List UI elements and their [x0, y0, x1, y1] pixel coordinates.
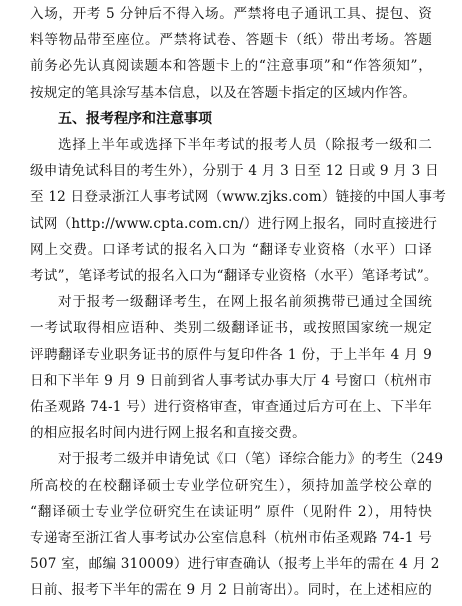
paragraph-line: 前务必先认真阅读题本和答题卡上的“注意事项”和“作答须知”，	[30, 58, 432, 75]
paragraph-line: 日前、报考下半年的需在 9 月 2 日前寄出）。同时，在上述相应的	[30, 582, 432, 599]
paragraph-line: 料等物品带至座位。严禁将试卷、答题卡（纸）带出考场。答题	[30, 32, 432, 49]
paragraph-line: 的相应报名时间内进行网上报名和直接交费。	[30, 425, 306, 442]
paragraph-line: 网上交费。口译考试的报名入口为 “翻译专业资格（水平）口译	[30, 241, 432, 258]
paragraph-line: 佑圣观路 74-1 号）进行资格审查，审查通过后方可在上、下半年	[30, 399, 432, 415]
paragraph-line: 一考试取得相应语种、类别二级翻译证书，或按照国家统一规定	[30, 320, 432, 337]
paragraph-line: 所高校的在校翻译硕士专业学位研究生），须持加盖学校公章的	[30, 477, 432, 494]
paragraph-line: 按规定的笔具涂写基本信息，以及在答题卡指定的区域内作答。	[30, 84, 417, 101]
paragraph-line: 对于报考一级翻译考生，在网上报名前须携带已通过全国统	[58, 294, 432, 311]
paragraph-line: 入场，开考 5 分钟后不得入场。严禁将电子通讯工具、提包、资	[30, 6, 432, 22]
paragraph-line: 日和下半年 9 月 9 日前到省人事考试办事大厅 4 号窗口（杭州市	[30, 372, 432, 389]
paragraph-line: 级申请免试科目的考生外），分别于 4 月 3 日至 12 日或 9 月 3 日	[30, 163, 439, 180]
paragraph-line: 专递寄至浙江省人事考试办公室信息科（杭州市佑圣观路 74-1 号	[30, 530, 432, 546]
paragraph-line: 507 室，邮编 310009）进行审查确认（报考上半年的需在 4 月 2	[30, 556, 440, 573]
paragraph-line: 考试”，笔译考试的报名入口为“翻译专业资格（水平）笔译考试”。	[30, 268, 438, 284]
paragraph-line: 选择上半年或选择下半年考试的报考人员（除报考一级和二	[58, 137, 432, 153]
paragraph-line: 评聘翻译专业职务证书的原件与复印件各 1 份，于上半年 4 月 9	[30, 346, 432, 363]
paragraph-line: “翻译硕士专业学位研究生在读证明” 原件（见附件 2），用特快	[30, 503, 432, 520]
paragraph-line: 至 12 日登录浙江人事考试网（www.zjks.com）链接的中国人事考	[30, 189, 447, 206]
section-heading: 五、报考程序和注意事项	[58, 110, 212, 127]
paragraph-line: 试网（http://www.cpta.com.cn/）进行网上报名，同时直接进行	[30, 215, 437, 232]
paragraph-line: 对于报考二级并申请免试《口（笔）译综合能力》的考生（249	[58, 451, 444, 468]
